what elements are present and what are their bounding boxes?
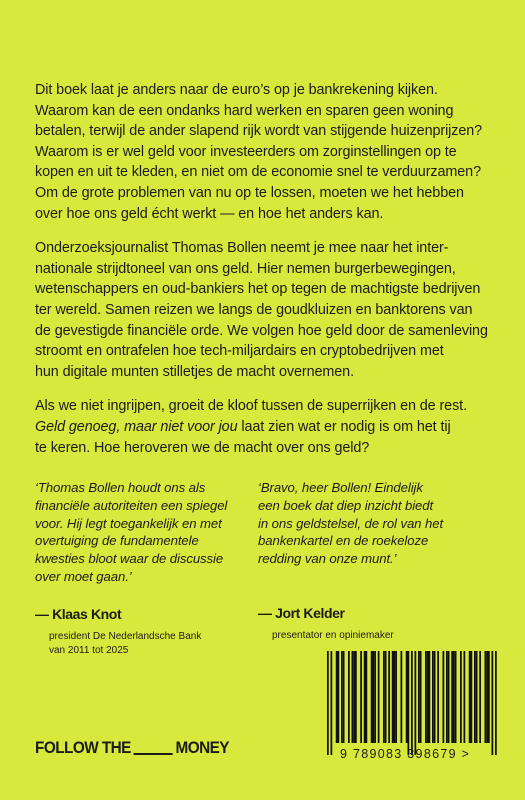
blurb-line: stroomt en ontrafelen hoe tech-miljardairs en cryptobedrijven met xyxy=(35,343,444,360)
quote-author-role xyxy=(272,629,473,643)
blurb-line: Waarom kan de een ondanks hard werken en sparen geen woning xyxy=(35,102,454,119)
publisher-logo xyxy=(35,739,229,758)
logo-underline-gap xyxy=(134,739,173,755)
logo-text-right: MONEY xyxy=(175,739,229,757)
barcode-bar xyxy=(338,651,340,743)
blurb-line: Als we niet ingrijpen, groeit de kloof tussen de superrijken en de rest. xyxy=(35,398,467,415)
barcode-bar xyxy=(336,651,338,743)
barcode-bar xyxy=(394,651,396,743)
barcode-bar xyxy=(453,651,455,743)
barcode-bar xyxy=(331,651,333,755)
barcode-bar xyxy=(353,651,355,743)
blurb-line: Dit boek laat je anders naar de euro’s op je bankrekening kijken. xyxy=(35,82,438,98)
barcode-bar xyxy=(378,651,380,743)
blurb-paragraph-2 xyxy=(35,238,505,382)
barcode-bar xyxy=(437,651,439,743)
barcode-bar xyxy=(348,651,350,743)
barcode-bar xyxy=(486,651,488,743)
barcode-bar xyxy=(448,651,450,743)
quote-line: kwesties bloot waar de discussie xyxy=(35,551,224,567)
barcode-bar xyxy=(420,651,422,743)
barcode-bar xyxy=(341,651,343,743)
barcode-bar xyxy=(492,651,494,755)
quote-line: bankenkartel en de roekeloze xyxy=(258,533,429,549)
barcode-bar xyxy=(406,651,408,743)
blurb-line: Waarom is er wel geld voor investeerders om zorginstellingen op te xyxy=(35,143,457,160)
isbn-number: 9 789083 398679 > xyxy=(340,747,471,761)
role-line: van 2011 tot 2025 xyxy=(49,644,129,656)
barcode-bar xyxy=(432,651,434,743)
blurb-paragraph-3 xyxy=(35,396,505,458)
barcode-bar xyxy=(352,651,354,743)
barcode-bar xyxy=(383,651,385,743)
role-line: president De Nederlandsche Bank xyxy=(49,630,202,642)
blurb-line xyxy=(35,417,505,438)
quote-author-role xyxy=(49,630,250,658)
barcode-bar xyxy=(469,651,471,743)
barcode-bar xyxy=(408,651,410,755)
barcode-bar xyxy=(366,651,368,743)
logo-text-left: FOLLOW THE xyxy=(35,739,131,757)
quote-text xyxy=(35,479,250,586)
barcode-bar xyxy=(474,651,476,743)
blurb-line: over hoe ons geld écht werkt — en hoe het anders kan. xyxy=(35,205,384,222)
blurb-line: de gevestigde financiële orde. We volgen hoe geld door de samenleving xyxy=(35,322,488,339)
barcode-bar xyxy=(471,651,473,743)
barcode-bar xyxy=(460,651,462,743)
barcode-bar xyxy=(411,651,413,755)
barcode-bar xyxy=(443,651,445,743)
blurb-line: ter wereld. Samen reizen we langs de goudkluizen en banktorens van xyxy=(35,301,473,318)
blurb-line: betalen, terwijl de ander slapend rijk wordt van stijgende huizenprijzen? xyxy=(35,123,483,140)
quote-line: ‘Thomas Bollen houdt ons als xyxy=(35,480,206,495)
role-line: presentator en opiniemaker xyxy=(272,629,394,641)
quote-line: over moet gaan.’ xyxy=(35,568,132,584)
barcode-bar xyxy=(418,651,420,743)
blurb-line: kopen en uit te kleden, en niet om de economie snel te verduurzamen? xyxy=(35,164,481,181)
barcode-bar xyxy=(446,651,448,743)
quote-jort-kelder xyxy=(258,479,473,643)
barcode-bar xyxy=(455,651,457,743)
blurb-text: laat zien wat er nodig is om het tij xyxy=(237,418,451,435)
barcode-bar xyxy=(425,651,427,743)
blurb-line: Om de grote problemen van nu op te lossen, moeten we het hebben xyxy=(35,184,464,201)
barcode-bar xyxy=(476,651,478,743)
barcode-bar xyxy=(495,651,497,755)
barcode-bar xyxy=(360,651,362,743)
barcode-bar xyxy=(434,651,436,743)
blurb-line: hun digitale munten stilletjes de macht overnemen. xyxy=(35,363,354,380)
barcode-bar xyxy=(401,651,403,743)
quote-author: — Klaas Knot xyxy=(35,605,122,622)
back-cover-blurb xyxy=(35,80,505,472)
barcode-bar xyxy=(364,651,366,743)
blurb-line: Onderzoeksjournalist Thomas Bollen neemt je mee naar het inter- xyxy=(35,240,449,257)
quote-klaas-knot xyxy=(35,479,250,658)
quote-author: — Jort Kelder xyxy=(258,604,345,621)
barcode-bar xyxy=(392,651,394,743)
blurb-line: nationale strijdtoneel van ons geld. Hier nemen burgerbewegingen, xyxy=(35,260,456,277)
quote-line: een boek dat diep inzicht biedt xyxy=(258,497,434,513)
blurb-paragraph-1 xyxy=(35,80,505,224)
barcode-bar xyxy=(485,651,487,743)
barcode-bar xyxy=(488,651,490,743)
quote-line: ‘Bravo, heer Bollen! Eindelijk xyxy=(258,480,423,495)
barcode-bar xyxy=(371,651,373,743)
quote-line: overtuiging de fundamentele xyxy=(35,533,199,549)
barcode-bar xyxy=(343,651,345,743)
quote-line: redding van onze munt.’ xyxy=(258,551,397,567)
quote-line: voor. Hij legt toegankelijk en met xyxy=(35,515,222,531)
blurb-line: wetenschappers en oud-bankiers het op tegen de machtigste bedrijven xyxy=(35,281,481,298)
barcode-bar xyxy=(479,651,481,743)
barcode-bar xyxy=(429,651,431,743)
quote-line: in ons geldstelsel, de rol van het xyxy=(258,515,444,531)
barcode-bar xyxy=(355,651,357,743)
barcode-bar xyxy=(464,651,466,743)
barcode-bar xyxy=(427,651,429,743)
barcode-bar xyxy=(385,651,387,743)
barcode-bar xyxy=(373,651,375,743)
blurb-line: te keren. Hoe heroveren we de macht over ons geld? xyxy=(35,439,370,456)
barcode-bar xyxy=(415,651,417,755)
book-title-italic: Geld genoeg, maar niet voor jou xyxy=(35,418,238,435)
barcode-bar xyxy=(388,651,390,743)
quote-text xyxy=(258,479,473,568)
barcode-bar xyxy=(451,651,453,743)
barcode-bar xyxy=(327,651,329,755)
barcode-bar xyxy=(374,651,376,743)
quote-line: financiële autoriteiten een spiegel xyxy=(35,497,228,513)
barcode-bar xyxy=(395,651,397,743)
